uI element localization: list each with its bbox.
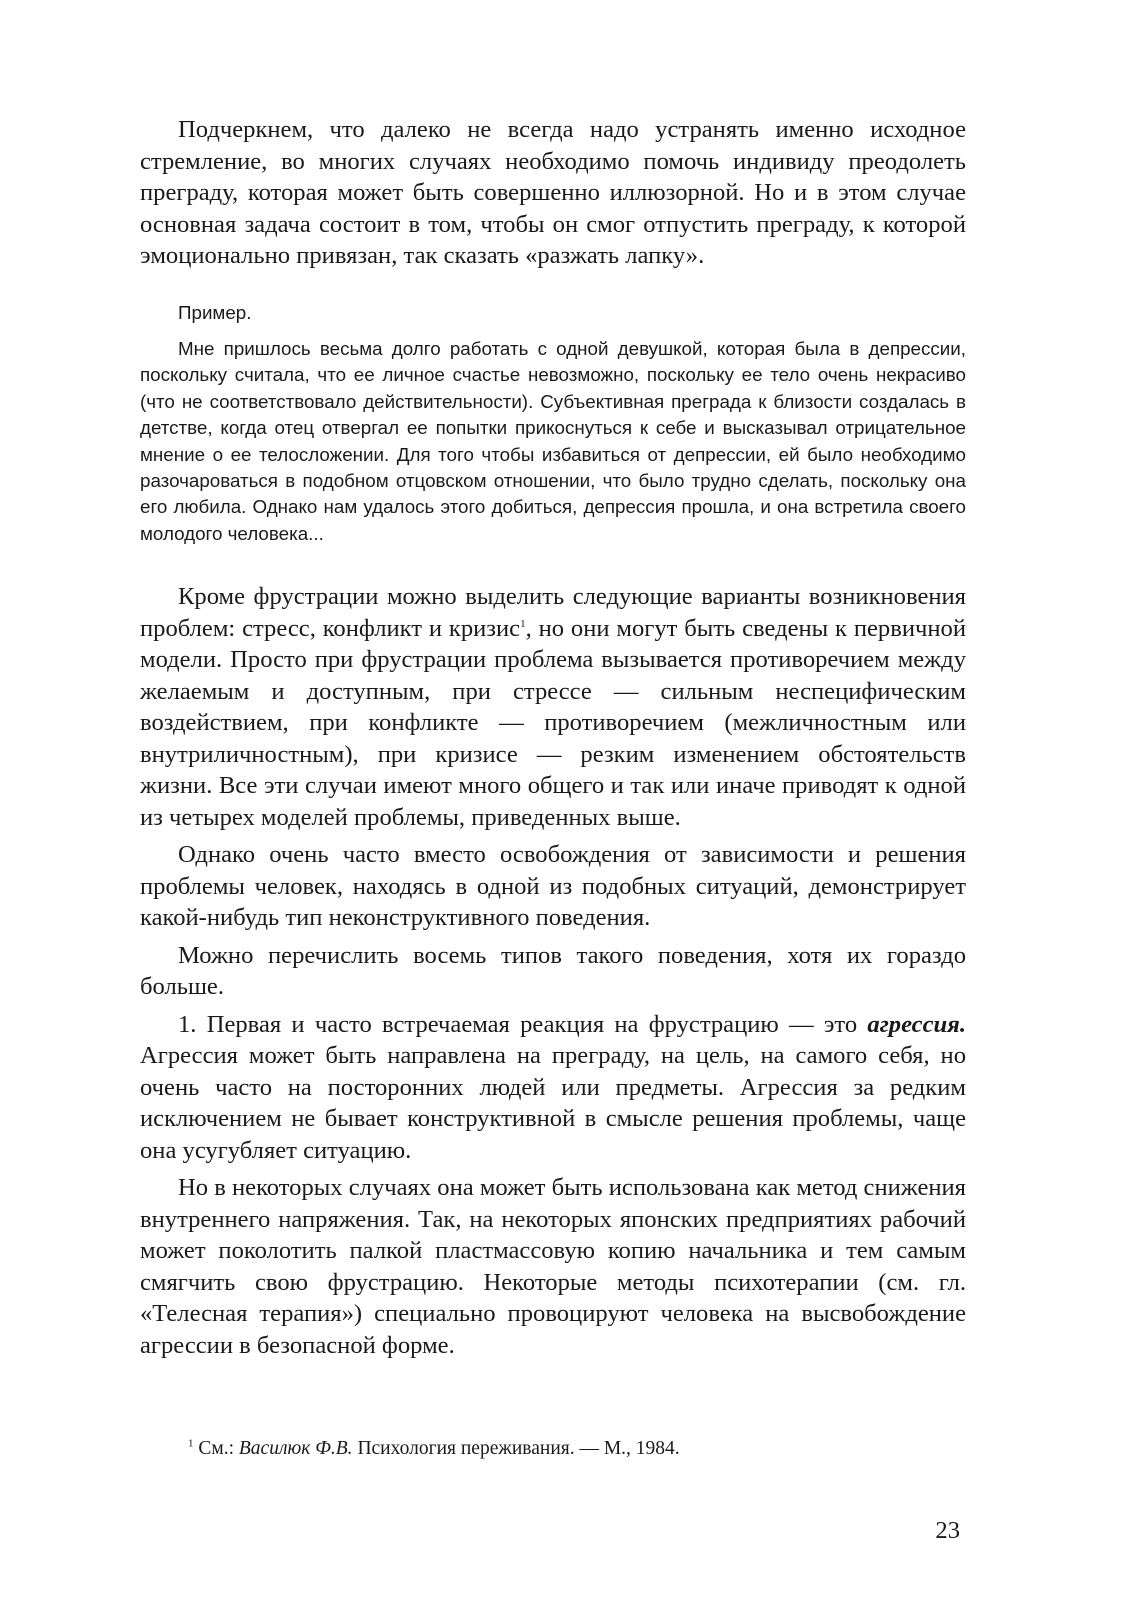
example-block: [140, 300, 966, 548]
footnote-source: Психология переживания. — М., 1984.: [352, 1438, 680, 1459]
page-number: 23: [935, 1517, 960, 1544]
footnote-prefix: См.:: [198, 1438, 239, 1459]
paragraph-nonconstructive: Однако очень часто вместо освобождения от зависимости и решения проблемы человек, находясь в одной из подобных ситуаций, демонстрирует какой-нибудь тип неконструктивного поведения.: [140, 841, 966, 932]
aggression-text-start: 1. Первая и часто встречаемая реакция на фрустрацию — это: [178, 1010, 868, 1038]
footnote-author: Василюк Ф.В.: [238, 1438, 353, 1459]
example-label: Пример.: [178, 301, 252, 323]
crisis-text-end: , но они могут быть сведены к первичной модели. Просто при фрустрации проблема вызывается противоречием между желаемым и доступным, при стрессе — сильным неспецифическим воздействием, при конфликте — противоречием (межличностным или внутриличностным), при кризисе — резким изменением обстоятельств жизни. Все эти случаи имеют много общего и так или иначе приводят к одной из четырех моделей проблемы, приведенных выше.: [140, 614, 966, 831]
footnote-number: 1: [188, 1437, 194, 1450]
paragraph-aggression: [140, 1009, 966, 1167]
paragraph-tension-reduction: Но в некоторых случаях она может быть использована как метод снижения внутреннего напряжения. Так, на некоторых японских предприятиях рабочий может поколотить палкой пластмассовую копию начальника и тем самым смягчить свою фрустрацию. Некоторые методы психотерапии (см. гл. «Телесная терапия») специально провоцируют человека на высвобождение агрессии в безопасной форме.: [140, 1174, 966, 1359]
crisis-text-start: Кроме фрустрации можно выделить следующие варианты возникновения проблем: стресс, конфликт и кризис: [140, 583, 966, 642]
paragraph-eight-types: Можно перечислить восемь типов такого поведения, хотя их гораздо больше.: [140, 941, 966, 1001]
paragraph-problem-variants: [140, 581, 966, 833]
main-text: [140, 114, 966, 1361]
footnote-marker: 1: [520, 617, 526, 630]
paragraph-barrier: Подчеркнем, что далеко не всегда надо устранять именно исходное стремление, во многих случаях необходимо помочь индивиду преодолеть преграду, которая может быть совершенно иллюзорной. Но и в этом случае основная задача состоит в том, чтобы он смог отпустить преграду, к которой эмоционально привязан, так сказать «разжать лапку».: [140, 116, 966, 269]
footnote: [188, 1436, 948, 1462]
aggression-term: агрессия.: [867, 1010, 966, 1038]
example-text: Мне пришлось весьма долго работать с одной девушкой, которая была в депрессии, поскольку считала, что ее личное счастье невозможно, поскольку ее тело очень некрасиво (что не соответствовало действительности). Субъективная преграда к близости создалась в детстве, когда отец отвергал ее попытки прикоснуться к себе и высказывал отрицательное мнение о ее телосложении. Для того чтобы избавиться от депрессии, ей было необходимо разочароваться в подобном отцовском отношении, что было трудно сделать, поскольку она его любила. Однако нам удалось этого добиться, депрессия прошла, и она встретила своего молодого человека...: [140, 337, 966, 544]
aggression-text-end: Агрессия может быть направлена на преграду, на цель, на самого себя, но очень часто на посторонних людей или предметы. Агрессия за редким исключением не бывает конструктивной в смысле решения проблемы, чаще она усугубляет ситуацию.: [140, 1042, 966, 1164]
